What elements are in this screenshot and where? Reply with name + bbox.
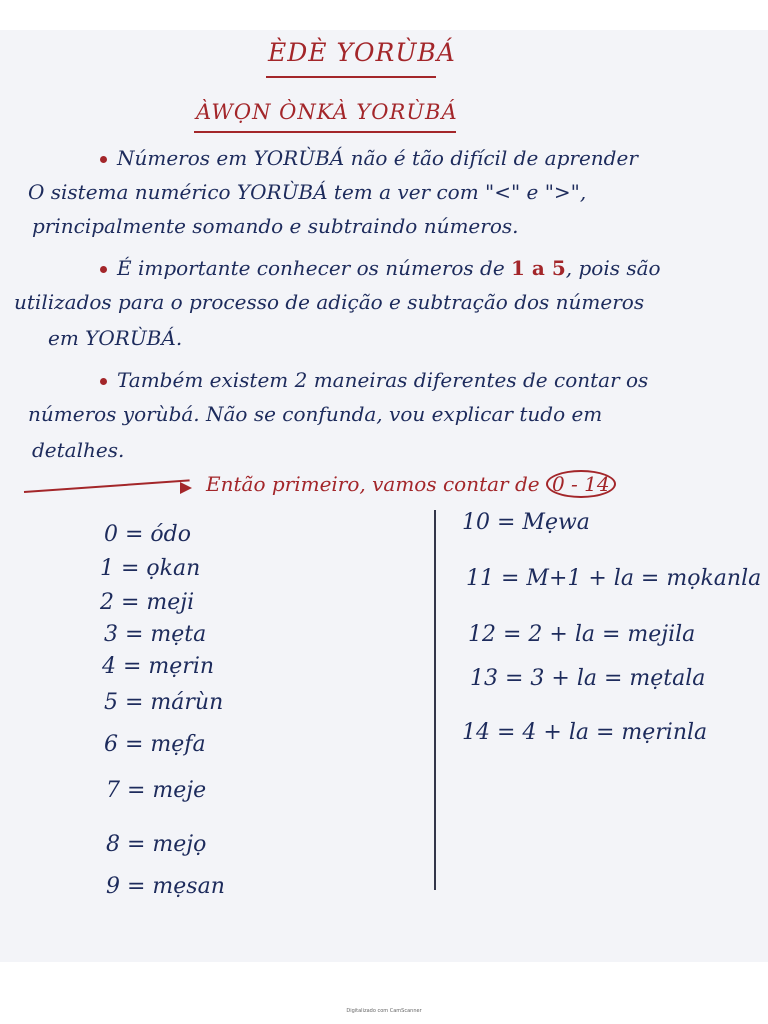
- paragraph-1-line-3: principalmente somando e subtraindo números.: [32, 214, 519, 238]
- paragraph-3-line-1: Também existem 2 maneiras diferentes de contar os: [100, 368, 648, 392]
- range-circle: 0 - 14: [546, 470, 616, 498]
- column-divider: [434, 510, 436, 890]
- number-row: 3 = mẹta: [104, 622, 207, 647]
- bullet-icon: [100, 156, 107, 163]
- number-row: 5 = márùn: [104, 690, 224, 715]
- paragraph-3-line-3: detalhes.: [32, 438, 125, 462]
- number-row: 2 = meji: [100, 590, 195, 615]
- bullet-icon: [100, 378, 107, 385]
- bullet-icon: [100, 266, 107, 273]
- arrow-right-icon: [180, 482, 192, 494]
- paragraph-2-line-2: utilizados para o processo de adição e subtração dos números: [14, 290, 645, 314]
- paragraph-1-line-2: O sistema numérico YORÙBÁ tem a ver com "<" e ">",: [28, 180, 587, 204]
- number-row: 8 = mejọ: [106, 832, 207, 857]
- paragraph-2-line-1: É importante conhecer os números de 1 a 5, pois são: [100, 256, 661, 280]
- title-underline: [266, 76, 436, 78]
- range-highlight: 1 a 5: [511, 256, 566, 280]
- number-row: 11 = M+1 + la = mọkanla: [466, 566, 762, 591]
- paragraph-1-line-1: Números em YORÙBÁ não é tão difícil de aprender: [100, 146, 638, 170]
- paragraph-3-line-2: números yorùbá. Não se confunda, vou explicar tudo em: [28, 402, 603, 426]
- scanner-footer: Digitalizado com CamScanner: [346, 1008, 422, 1014]
- number-row: 13 = 3 + la = mẹtala: [470, 666, 706, 691]
- subtitle-underline: [194, 131, 456, 133]
- page-title: ÈDÈ YORÙBÁ: [268, 38, 456, 67]
- number-row: 6 = mẹfa: [104, 732, 206, 757]
- number-row: 7 = meje: [106, 778, 207, 803]
- paragraph-2-line-3: em YORÙBÁ.: [48, 326, 183, 350]
- number-row: 9 = mẹsan: [106, 874, 225, 899]
- page-subtitle: ÀWỌN ÒNKÀ YORÙBÁ: [196, 100, 458, 124]
- number-row: 12 = 2 + la = mejila: [468, 622, 696, 647]
- number-row: 14 = 4 + la = mẹrinla: [462, 720, 708, 745]
- count-heading: Então primeiro, vamos contar de 0 - 14: [206, 470, 616, 498]
- number-row: 0 = ódo: [104, 522, 191, 547]
- number-row: 4 = mẹrin: [102, 654, 215, 679]
- number-row: 1 = ọkan: [100, 556, 201, 581]
- number-row: 10 = Mẹwa: [462, 510, 590, 535]
